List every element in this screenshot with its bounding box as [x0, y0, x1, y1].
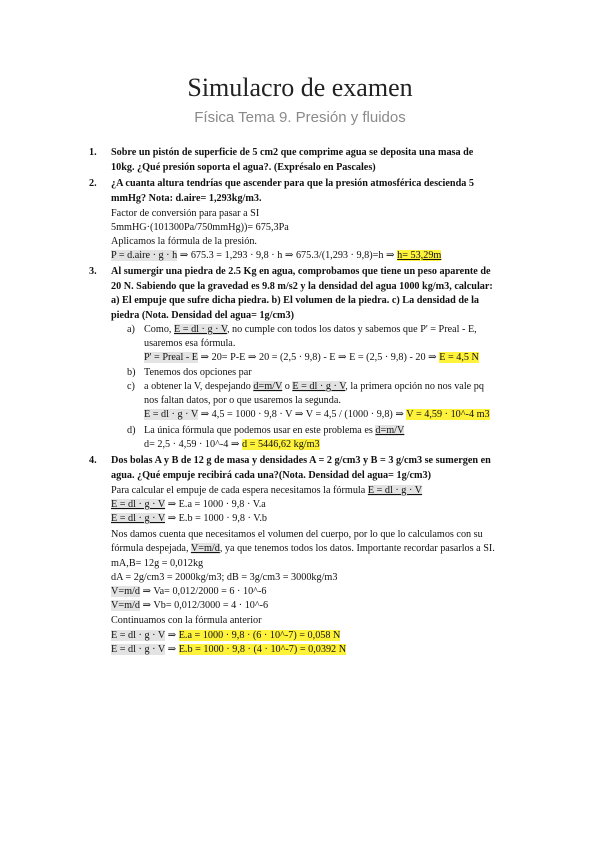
q4-text-line-2: agua. ¿Qué empuje recibirá cada una?(Nota. Densidad del agua= 1g/cm3) — [111, 470, 432, 481]
q4-arrow-b: ⇒ — [165, 644, 179, 655]
document-title: Simulacro de examen — [187, 73, 413, 102]
q4-answer-line-4: Nos damos cuenta que necesitamos el volumen del cuerpo, por lo que lo calculamos con su — [111, 529, 483, 540]
q4-answer-line-12 — [111, 643, 346, 657]
q1-text-line-2: 10kg. ¿Qué presión soporta el agua?. (Exprésalo en Pascales) — [111, 162, 376, 173]
q3a-formula: E = dl · g · V — [174, 324, 227, 335]
q3-text-line-2: 20 N. Sabiendo que la gravedad es 9.8 m/s2 y la densidad del agua 1000 kg/m3, calcular: — [111, 281, 493, 292]
q2-text-line-1: ¿A cuanta altura tendrías que ascender para que la presión atmosférica descienda 5 — [111, 178, 474, 189]
q3a-line-1 — [144, 323, 477, 337]
q4-text-2: fórmula despejada, — [111, 543, 191, 554]
q3b-line-1: Tenemos dos opciones par — [144, 367, 252, 378]
q4-answer-line-5 — [111, 542, 495, 556]
q3c-density-formula: d=m/V — [253, 381, 283, 392]
q1-text-line-1: Sobre un pistón de superficie de 5 cm2 que comprime agua se deposita una masa de — [111, 147, 474, 158]
q3c-formula: E = dl · g · V — [144, 409, 199, 420]
q4-answer-line-9 — [111, 599, 268, 613]
q3a-text: Como, — [144, 324, 175, 335]
q3d-line-2 — [144, 438, 320, 452]
q4-formula-b: E = dl · g · V — [111, 513, 166, 524]
q4-final-formula-a: E = dl · g · V — [111, 630, 166, 641]
q4-answer-line-7: dA = 2g/cm3 = 2000kg/m3; dB = 3g/cm3 = 3000kg/m3 — [111, 572, 338, 583]
q3d-text: La única fórmula que podemos usar en este problema es — [144, 425, 376, 436]
q3-text-line-1: Al sumergir una piedra de 2.5 Kg en agua, comprobamos que tiene un peso aparente de — [111, 266, 491, 277]
q3a-calc: ⇒ 20= P-E ⇒ 20 = (2,5 · 9,8) - E ⇒ E = (2,5 · 9,8) - 20 ⇒ — [197, 352, 440, 363]
q3a-line-2: usaremos esa fórmula. — [144, 338, 236, 349]
q3c-label: c) — [127, 381, 135, 392]
document-subtitle: Física Tema 9. Presión y fluidos — [194, 109, 406, 126]
q3-text-line-3: a) El empuje que sufre dicha piedra. b) El volumen de la piedra. c) La densidad de la — [111, 295, 480, 306]
q3c-text: a obtener la V, despejando — [144, 381, 254, 392]
q2-answer-line-2: 5mmHG·(101300Pa/750mmHg))= 675,3Pa — [111, 222, 289, 233]
q3a-formula-2: P' = Preal - E — [144, 352, 198, 363]
q4-calc-a: ⇒ E.a = 1000 · 9,8 · V.a — [165, 499, 266, 510]
q4-answer-line-3 — [111, 512, 267, 526]
q3b-label: b) — [127, 367, 136, 378]
q3c-text-2: o — [282, 381, 293, 392]
q4-formula-a: E = dl · g · V — [111, 499, 166, 510]
q3a-label: a) — [127, 324, 135, 335]
q2-formula: P = d.aire · g · h — [111, 250, 178, 261]
q3d-calc: d= 2,5 · 4,59 · 10^-4 ⇒ — [144, 439, 243, 450]
q3d-label: d) — [127, 425, 136, 436]
q4-volume-formula-a: V=m/d — [111, 586, 140, 597]
q2-answer-line-4 — [111, 249, 441, 263]
q2-calc: ⇒ 675.3 = 1,293 · 9,8 · h ⇒ 675.3/(1,293 · 9,8)=h ⇒ — [177, 250, 398, 261]
q4-formula: E = dl · g · V — [367, 485, 423, 496]
q2-answer-line-1: Factor de conversión para pasar a SI — [111, 208, 260, 219]
q4-answer-line-10: Continuamos con la fórmula anterior — [111, 615, 262, 626]
q4-answer-line-11 — [111, 629, 340, 643]
q3c-text-3: , la primera opción no nos vale pq — [345, 381, 484, 392]
q4-number: 4. — [89, 455, 97, 466]
q1-number: 1. — [89, 147, 97, 158]
q3d-formula: d=m/V — [375, 425, 405, 436]
q4-text-3: , ya que tenemos todos los datos. Importante recordar pasarlos a SI. — [219, 543, 495, 554]
q4-text-line-1: Dos bolas A y B de 12 g de masa y densidades A = 2 g/cm3 y B = 3 g/cm3 se sumergen en — [111, 455, 491, 466]
q4-arrow-a: ⇒ — [165, 630, 179, 641]
q3a-line-3 — [144, 351, 479, 365]
q4-final-formula-b: E = dl · g · V — [111, 644, 166, 655]
q4-answer-line-8 — [111, 585, 266, 599]
q4-answer-line-1 — [111, 484, 422, 498]
q4-volume-calc-b: ⇒ Vb= 0,012/3000 = 4 · 10^-6 — [139, 600, 269, 611]
q2-number: 2. — [89, 178, 97, 189]
q3c-line-3 — [144, 408, 490, 422]
q3c-calc: ⇒ 4,5 = 1000 · 9,8 · V ⇒ V = 4,5 / (1000 · 9,8) ⇒ — [198, 409, 407, 420]
q2-text-line-2: mmHg? Nota: d.aire= 1,293kg/m3. — [111, 193, 262, 204]
q4-answer-line-2 — [111, 498, 266, 512]
q3c-line-1 — [144, 380, 484, 394]
q4-text: Para calcular el empuje de cada espera necesitamos la fórmula — [111, 485, 368, 496]
q4-calc-b: ⇒ E.b = 1000 · 9,8 · V.b — [165, 513, 267, 524]
q2-answer-line-3: Aplicamos la fórmula de la presión. — [111, 236, 257, 247]
q3a-text-2: , no cumple con todos los datos y sabemos que P' = Preal - E, — [226, 324, 477, 335]
q2-result: h= 53,29m — [397, 250, 442, 261]
q3-text-line-4: piedra (Nota. Densidad del agua= 1g/cm3) — [111, 310, 294, 321]
q4-result-b: E.b = 1000 · 9,8 · (4 · 10^-7) = 0,0392 N — [178, 644, 347, 655]
q4-volume-formula-b: V=m/d — [111, 600, 140, 611]
q3d-result: d = 5446,62 kg/m3 — [242, 439, 320, 450]
q4-volume-calc-a: ⇒ Va= 0,012/2000 = 6 · 10^-6 — [139, 586, 267, 597]
q4-volume-formula: V=m/d — [190, 543, 220, 554]
q3d-line-1 — [144, 424, 404, 438]
q3c-line-2: nos faltan datos, por o que usaremos la segunda. — [144, 395, 341, 406]
q3c-result: V = 4,59 · 10^-4 m3 — [406, 409, 490, 420]
q4-result-a: E.a = 1000 · 9,8 · (6 · 10^-7) = 0,058 N — [178, 630, 341, 641]
q3a-result: E = 4,5 N — [439, 352, 479, 363]
q3-number: 3. — [89, 266, 97, 277]
q4-answer-line-6: mA,B= 12g = 0,012kg — [111, 558, 204, 569]
q3c-buoyancy-formula: E = dl · g · V — [292, 381, 346, 392]
